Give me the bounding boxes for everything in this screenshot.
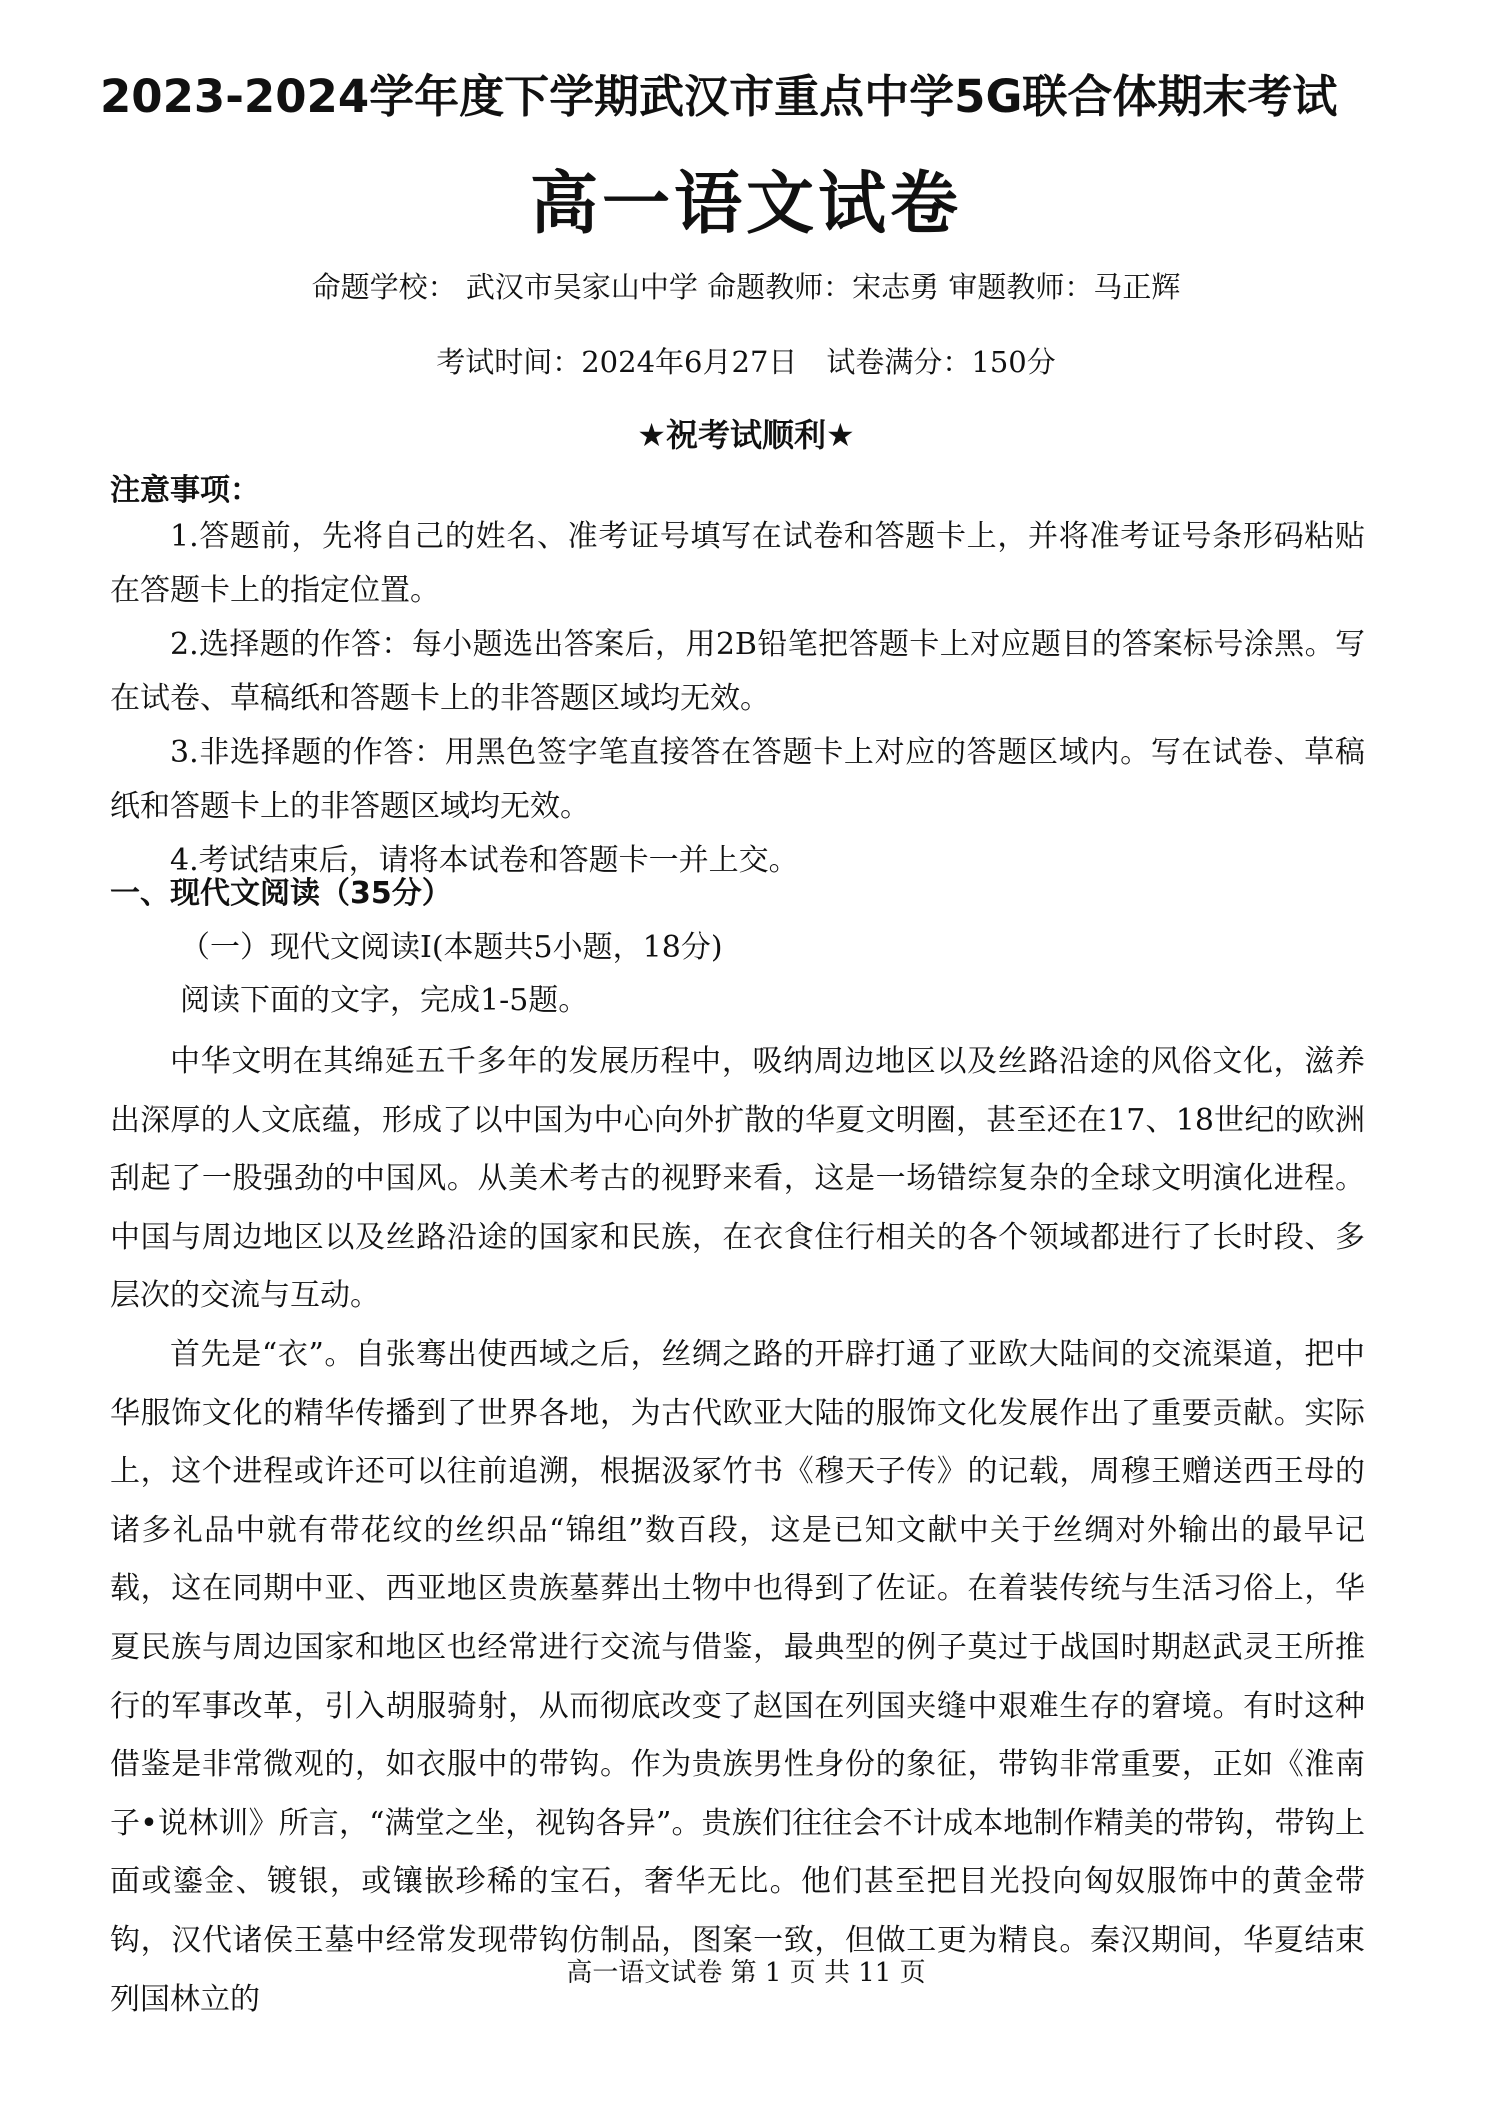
- exam-title: 2023-2024学年度下学期武汉市重点中学5G联合体期末考试: [100, 70, 1338, 123]
- reading-passage: [110, 1033, 1365, 2029]
- notice-item: 4.考试结束后，请将本试卷和答题卡一并上交。: [170, 843, 799, 878]
- section-subheading: （一）现代文阅读I(本题共5小题，18分): [180, 930, 723, 965]
- notice-item: 1.答题前，先将自己的姓名、准考证号填写在试卷和答题卡上，并将准考证号条形码粘贴在答题卡上的指定位置。: [110, 519, 1365, 608]
- paper-title: 高一语文试卷: [529, 165, 962, 244]
- notice-item: 3.非选择题的作答：用黑色签字笔直接答在答题卡上对应的答题区域内。写在试卷、草稿纸和答题卡上的非答题区域均无效。: [110, 735, 1365, 824]
- passage-paragraph: 首先是“衣”。自张骞出使西域之后，丝绸之路的开辟打通了亚欧大陆间的交流渠道，把中华服饰文化的精华传播到了世界各地，为古代欧亚大陆的服饰文化发展作出了重要贡献。实际上，这个进程或许还可以往前追溯，根据汲冢竹书《穆天子传》的记载，周穆王赠送西王母的诸多礼品中就有带花纹的丝织品“锦组”数百段，这是已知文献中关于丝绸对外输出的最早记载，这在同期中亚、西亚地区贵族墓葬出土物中也得到了佐证。在着装传统与生活习俗上，华夏民族与周边国家和地区也经常进行交流与借鉴，最典型的例子莫过于战国时期赵武灵王所推行的军事改革，引入胡服骑射，从而彻底改变了赵国在列国夹缝中艰难生存的窘境。有时这种借鉴是非常微观的，如衣服中的带钩。作为贵族男性身份的象征，带钩非常重要，正如《淮南子•说林训》所言，“满堂之坐，视钩各异”。贵族们往往会不计成本地制作精美的带钩，带钩上面或鎏金、镀银，或镶嵌珍稀的宝石，奢华无比。他们甚至把目光投向匈奴服饰中的黄金带钩，汉代诸侯王墓中经常发现带钩仿制品，图案一致，但做工更为精良。秦汉期间，华夏结束列国林立的: [110, 1336, 1365, 2017]
- passage-paragraph: 中华文明在其绵延五千多年的发展历程中，吸纳周边地区以及丝路沿途的风俗文化，滋养出深厚的人文底蕴，形成了以中国为中心向外扩散的华夏文明圈，甚至还在17、18世纪的欧洲刮起了一股强劲的中国风。从美术考古的视野来看，这是一场错综复杂的全球文明演化进程。中国与周边地区以及丝路沿途的国家和民族，在衣食住行相关的各个领域都进行了长时段、多层次的交流与互动。: [110, 1044, 1365, 1314]
- page-footer: 高一语文试卷 第 1 页 共 11 页: [566, 1958, 926, 1988]
- notice-item: 2.选择题的作答：每小题选出答案后，用2B铅笔把答题卡上对应题目的答案标号涂黑。写在试卷、草稿纸和答题卡上的非答题区域均无效。: [110, 627, 1365, 716]
- exam-time-line: 考试时间：2024年6月27日 试卷满分：150分: [436, 345, 1056, 379]
- section-heading: 一、现代文阅读（35分）: [110, 876, 452, 911]
- reading-instruction: 阅读下面的文字，完成1-5题。: [180, 983, 589, 1018]
- notice-heading: 注意事项：: [110, 473, 260, 508]
- good-luck-banner: ★祝考试顺利★: [637, 416, 855, 454]
- notice-list: [110, 510, 1365, 888]
- authors-line: 命题学校： 武汉市吴家山中学 命题教师：宋志勇 审题教师：马正辉: [311, 270, 1181, 304]
